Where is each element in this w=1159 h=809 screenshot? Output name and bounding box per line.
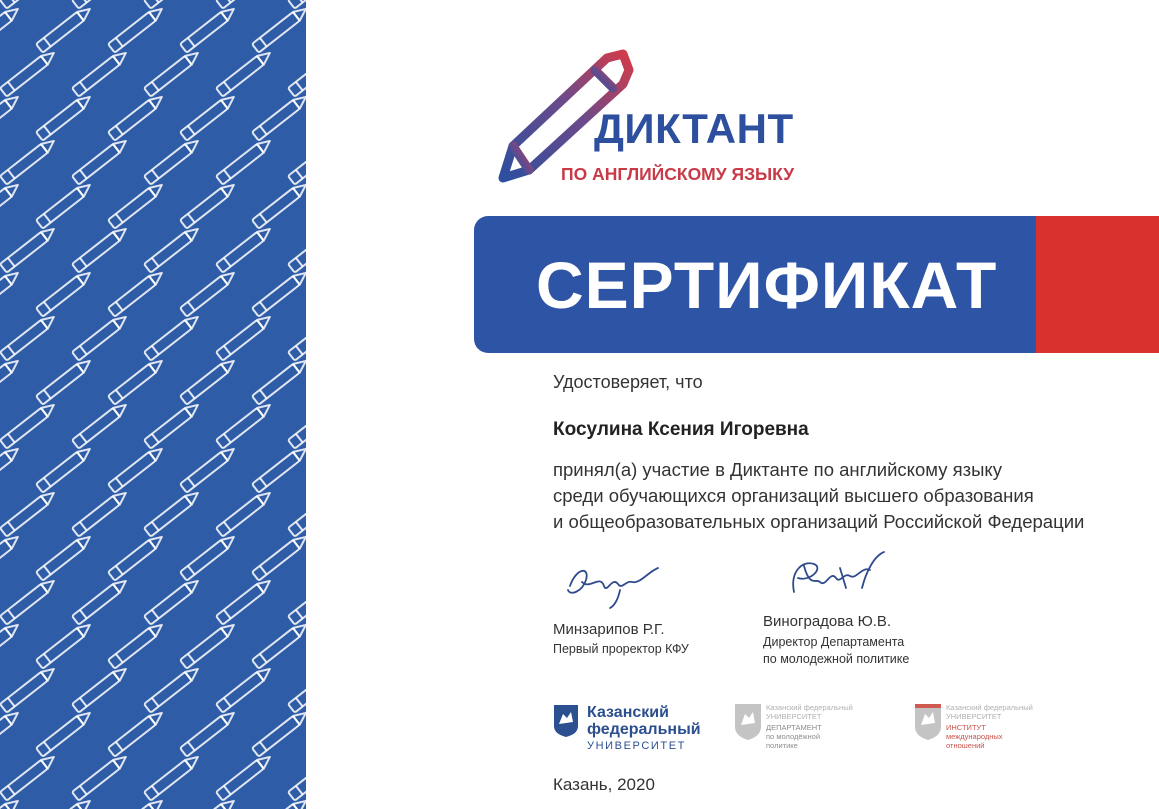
pattern-pencil-icon: [252, 269, 306, 317]
pattern-pencil-icon: [288, 401, 306, 449]
kfu-logo-line-2: федеральный: [587, 721, 701, 738]
pattern-pencil-icon: [180, 533, 237, 581]
pattern-pencil-icon: [288, 137, 306, 185]
pattern-pencil-icon: [0, 225, 57, 273]
pattern-pencil-icon: [72, 313, 129, 361]
pattern-pencil-icon: [108, 797, 165, 809]
kfu-logo-line-1: Казанский: [587, 704, 669, 721]
department-logo-line-2: УНИВЕРСИТЕТ: [766, 712, 822, 721]
pattern-pencil-icon: [36, 357, 93, 405]
signatory-2-position: [763, 634, 909, 668]
pattern-pencil-icon: [252, 5, 306, 53]
pattern-pencil-icon: [144, 577, 201, 625]
certificate-title: СЕРТИФИКАТ: [536, 248, 998, 322]
pattern-pencil-icon: [72, 225, 129, 273]
pattern-pencil-icon: [180, 181, 237, 229]
pattern-pencil-icon: [108, 181, 165, 229]
pattern-pencil-icon: [0, 577, 57, 625]
pattern-pencil-icon: [0, 137, 57, 185]
pattern-pencil-icon: [0, 357, 21, 405]
pattern-pencil-icon: [144, 49, 201, 97]
body-line: принял(а) участие в Диктанте по английскому языку: [553, 459, 1002, 480]
pattern-pencil-icon: [288, 49, 306, 97]
certifies-text: Удостоверяет, что: [553, 372, 703, 392]
pattern-pencil-icon: [36, 533, 93, 581]
pattern-pencil-icon: [252, 93, 306, 141]
pattern-pencil-icon: [288, 225, 306, 273]
pattern-pencil-icon: [252, 709, 306, 757]
pattern-pencil-icon: [180, 709, 237, 757]
pattern-pencil-icon: [72, 401, 129, 449]
pattern-pencil-icon: [36, 709, 93, 757]
pattern-pencil-icon: [252, 181, 306, 229]
pattern-pencil-icon: [288, 0, 306, 9]
pattern-pencil-icon: [72, 489, 129, 537]
pattern-pencil-icon: [144, 225, 201, 273]
pattern-pencil-icon: [216, 137, 273, 185]
body-line: среди обучающихся организаций высшего образования: [553, 485, 1034, 506]
pattern-pencil-icon: [288, 313, 306, 361]
kfu-emblem-icon: [553, 704, 579, 738]
signatory-1-name: Минзарипов Р.Г.: [553, 621, 665, 638]
pattern-pencil-icon: [216, 665, 273, 713]
body-line: и общеобразовательных организаций Российской Федерации: [553, 511, 1085, 532]
institute-emblem-icon: [914, 703, 942, 741]
pattern-pencil-icon: [0, 0, 57, 9]
position-line: Директор Департамента: [763, 635, 905, 649]
pattern-pencil-icon: [108, 445, 165, 493]
pattern-pencil-icon: [144, 665, 201, 713]
department-logo-line-1: Казанский федеральный: [766, 703, 853, 712]
certificate-body: [553, 457, 1084, 535]
pattern-pencil-icon: [108, 357, 165, 405]
pattern-pencil-icon: [108, 533, 165, 581]
department-logo-line-5: политике: [766, 741, 798, 750]
pattern-pencil-icon: [0, 269, 21, 317]
pattern-pencil-icon: [72, 577, 129, 625]
kfu-logo-line-3: УНИВЕРСИТЕТ: [587, 740, 686, 752]
pattern-pencil-icon: [216, 753, 273, 801]
pattern-pencil-icon: [252, 533, 306, 581]
logo-subtitle: ПО АНГЛИЙСКОМУ ЯЗЫКУ: [561, 164, 795, 184]
pattern-pencil-icon: [216, 313, 273, 361]
pattern-pencil-icon: [0, 181, 21, 229]
department-emblem-icon: [734, 703, 762, 741]
pattern-pencil-icon: [72, 753, 129, 801]
pattern-pencil-icon: [216, 401, 273, 449]
pattern-pencil-icon: [216, 225, 273, 273]
place-and-date: Казань, 2020: [553, 775, 655, 794]
pattern-pencil-icon: [252, 445, 306, 493]
department-logo-line-4: по молодёжной: [766, 732, 821, 741]
decorative-pencil-pattern: [0, 0, 306, 809]
pattern-pencil-icon: [288, 577, 306, 625]
signature-minzaripov: [560, 560, 665, 610]
pattern-pencil-icon: [36, 621, 93, 669]
pattern-pencil-icon: [180, 797, 237, 809]
pattern-pencil-icon: [144, 753, 201, 801]
institute-logo-line-2: УНИВЕРСИТЕТ: [946, 712, 1002, 721]
position-line: по молодежной политике: [763, 652, 910, 666]
pattern-pencil-icon: [180, 93, 237, 141]
pattern-pencil-icon: [36, 93, 93, 141]
pattern-pencil-icon: [108, 5, 165, 53]
pattern-pencil-icon: [0, 621, 21, 669]
institute-logo-line-1: Казанский федеральный: [946, 703, 1033, 712]
pattern-pencil-icon: [36, 181, 93, 229]
pattern-pencil-icon: [36, 445, 93, 493]
pattern-pencil-icon: [0, 753, 57, 801]
pattern-pencil-icon: [288, 489, 306, 537]
pattern-pencil-icon: [180, 357, 237, 405]
pattern-pencil-icon: [144, 137, 201, 185]
signatory-2-name: Виноградова Ю.В.: [763, 613, 892, 630]
pattern-pencil-icon: [36, 797, 93, 809]
pattern-pencil-icon: [36, 269, 93, 317]
pattern-pencil-icon: [180, 445, 237, 493]
pattern-pencil-icon: [288, 753, 306, 801]
pencil-pattern-svg: [0, 0, 306, 809]
recipient-name: Косулина Ксения Игоревна: [553, 419, 809, 440]
department-logo-line-3: ДЕПАРТАМЕНТ: [766, 723, 822, 732]
pattern-pencil-icon: [216, 489, 273, 537]
pattern-pencil-icon: [216, 577, 273, 625]
signature-vinogradova: [780, 548, 890, 608]
pattern-pencil-icon: [144, 0, 201, 9]
pattern-pencil-icon: [0, 5, 21, 53]
pattern-pencil-icon: [144, 313, 201, 361]
pattern-pencil-icon: [72, 49, 129, 97]
pattern-pencil-icon: [0, 665, 57, 713]
pattern-pencil-icon: [0, 445, 21, 493]
pattern-pencil-icon: [108, 621, 165, 669]
pattern-pencil-icon: [0, 313, 57, 361]
pattern-pencil-icon: [108, 269, 165, 317]
pattern-pencil-icon: [252, 621, 306, 669]
pattern-pencil-icon: [0, 401, 57, 449]
pattern-pencil-icon: [0, 709, 21, 757]
pattern-pencil-icon: [252, 357, 306, 405]
institute-logo-line-5: отношений: [946, 741, 985, 750]
pattern-pencil-icon: [72, 137, 129, 185]
pattern-pencil-icon: [180, 5, 237, 53]
pattern-pencil-icon: [108, 709, 165, 757]
logo-title: ДИКТАНТ: [594, 105, 794, 152]
pattern-pencil-icon: [0, 93, 21, 141]
pattern-pencil-icon: [0, 489, 57, 537]
institute-logo-line-4: международных: [946, 732, 1003, 741]
pattern-pencil-icon: [72, 0, 129, 9]
pattern-pencil-icon: [180, 621, 237, 669]
pattern-pencil-icon: [0, 49, 57, 97]
pattern-pencil-icon: [216, 49, 273, 97]
signatory-1-position: Первый проректор КФУ: [553, 642, 689, 656]
pattern-pencil-icon: [36, 5, 93, 53]
pattern-pencil-icon: [288, 665, 306, 713]
pattern-pencil-icon: [108, 93, 165, 141]
pattern-pencil-icon: [144, 489, 201, 537]
institute-logo-line-3: ИНСТИТУТ: [946, 723, 986, 732]
pattern-pencil-icon: [72, 665, 129, 713]
pattern-pencil-icon: [0, 533, 21, 581]
pattern-pencil-icon: [144, 401, 201, 449]
banner-red-accent: [1036, 216, 1159, 353]
pattern-pencil-icon: [180, 269, 237, 317]
pattern-pencil-icon: [216, 0, 273, 9]
